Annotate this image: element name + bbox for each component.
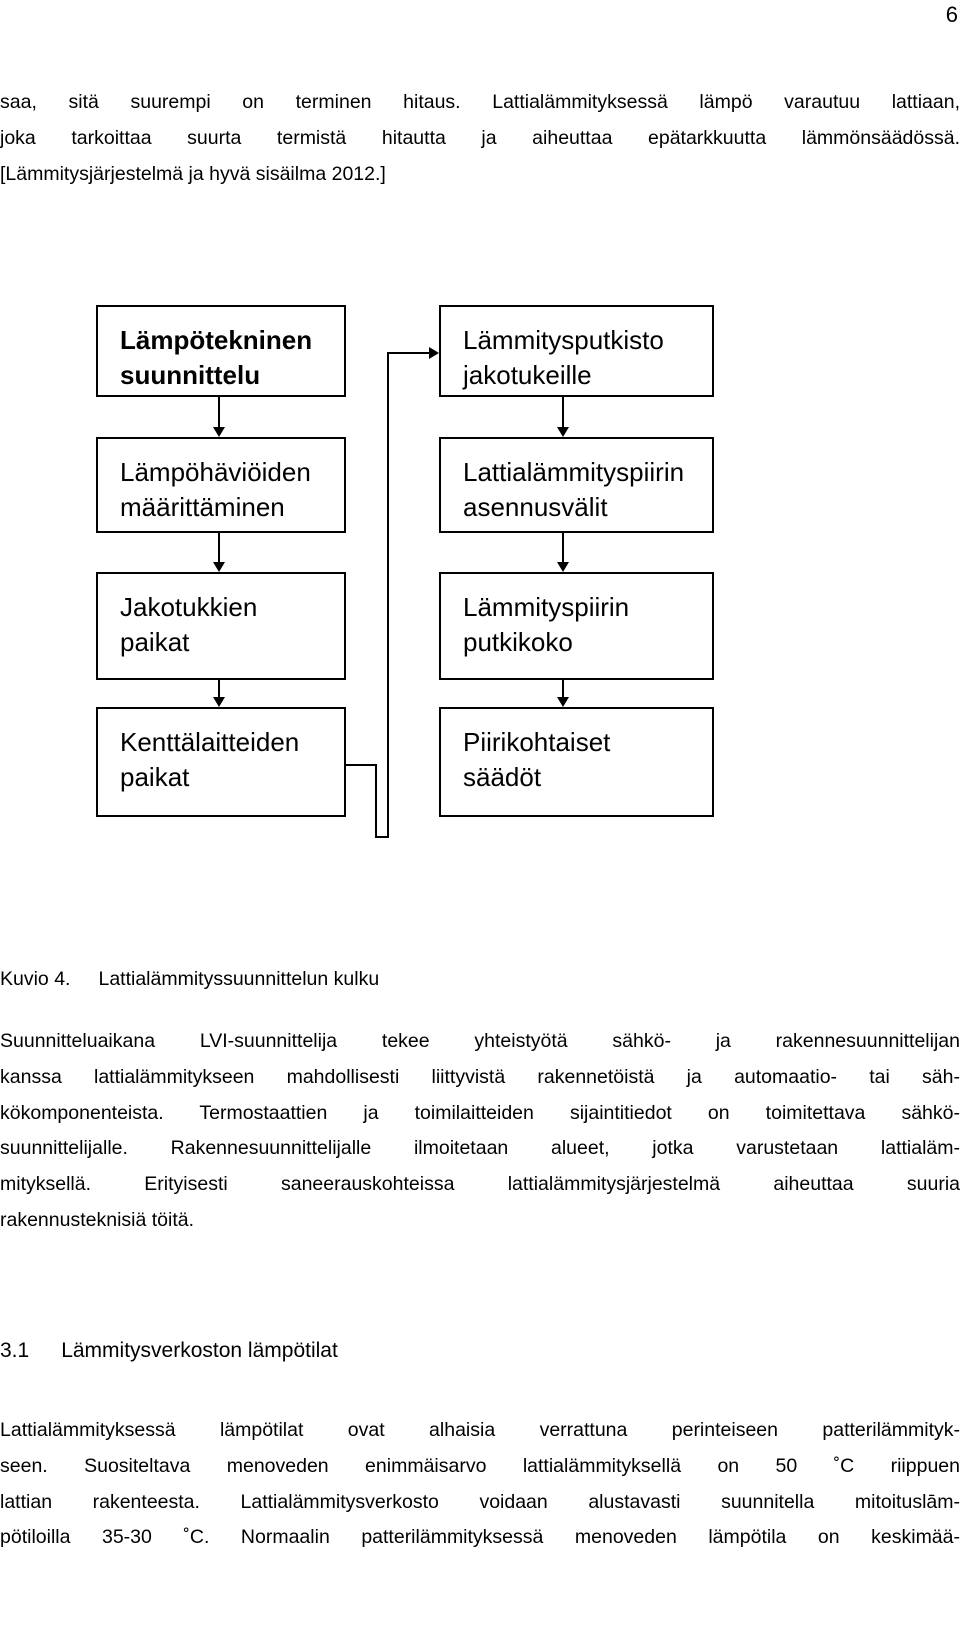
body-paragraph	[0, 1024, 960, 1239]
flow-box-heating-piping	[439, 305, 714, 397]
flow-box-line: asennusvälit	[463, 492, 608, 522]
flow-box-line: Lattialämmityspiirin	[463, 457, 685, 487]
text-line: [Lämmitysjärjestelmä ja hyvä sisäilma 2012.]	[0, 162, 386, 185]
flow-box-manifold-locations	[96, 572, 346, 680]
flow-box-heat-loss	[96, 437, 346, 533]
flow-box-line: Lämmitysputkisto	[463, 325, 664, 355]
section-number: 3.1	[0, 1339, 30, 1362]
text-line: Lattialämmityksessä lämpötilat ovat alhaisia verrattuna perinteiseen patterilämmityk-	[0, 1419, 960, 1441]
flow-box-line: paikat	[120, 627, 190, 657]
flow-box-line: säädöt	[463, 762, 542, 792]
flow-box-line: putkikoko	[463, 627, 573, 657]
section-heading	[0, 1339, 338, 1363]
intro-paragraph	[0, 85, 960, 192]
flow-box-line: Lämpötekninen	[120, 325, 313, 355]
text-line: seen. Suositeltava menoveden enimmäisarvo lattialämmityksellä on 50 ˚C riippuen	[0, 1454, 960, 1477]
flow-box-line: Piirikohtaiset	[463, 727, 611, 757]
text-line: mityksellä. Erityisesti saneerauskohteissa lattialämmitysjärjestelmä aiheuttaa suuria	[0, 1173, 960, 1196]
flow-box-line: Jakotukkien	[120, 592, 258, 622]
flow-box-line: Lämmityspiirin	[463, 592, 630, 622]
text-line: kanssa lattialämmitykseen mahdollisesti liittyvistä rakennetöistä ja automaatio- tai säh-	[0, 1065, 960, 1088]
section-paragraph	[0, 1413, 960, 1556]
text-line: saa, sitä suurempi on terminen hitaus. Lattialämmityksessä lämpö varautuu lattiaan,	[0, 91, 960, 113]
flow-box-field-device-locations	[96, 707, 346, 817]
flow-box-line: Lämpöhäviöiden	[120, 457, 311, 487]
flow-box-line: suunnittelu	[120, 360, 261, 390]
text-line: lattian rakenteesta. Lattialämmitysverkosto voidaan alustavasti suunnitella mitoituslām-	[0, 1490, 960, 1513]
flow-box-line: jakotukeille	[463, 360, 592, 390]
flow-box-pipe-size	[439, 572, 714, 680]
flow-box-circuit-spacing	[439, 437, 714, 533]
text-line: rakennusteknisiä töitä.	[0, 1208, 195, 1231]
caption-label: Kuvio 4.	[0, 968, 71, 990]
text-line: Suunnitteluaikana LVI-suunnittelija tekee yhteistyötä sähkö- ja rakennesuunnittelijan	[0, 1030, 960, 1052]
page-number: 6	[945, 2, 958, 27]
flow-box-thermal-design	[96, 305, 346, 397]
text-line: joka tarkoittaa suurta termistä hitautta ja aiheuttaa epätarkkuutta lämmönsäädössä.	[0, 126, 960, 149]
flow-box-line: paikat	[120, 762, 190, 792]
flowchart	[96, 305, 716, 840]
text-line: suunnittelijalle. Rakennesuunnittelijalle ilmoitetaan alueet, jotka varustetaan lattialäm-	[0, 1137, 960, 1160]
flow-box-line: määrittäminen	[120, 492, 285, 522]
flow-box-line: Kenttälaitteiden	[120, 727, 300, 757]
text-line: pötiloilla 35-30 ˚C. Normaalin patterilämmityksessä menoveden lämpötila on keskimää-	[0, 1526, 960, 1549]
text-line: kökomponenteista. Termostaattien ja toimilaitteiden sijaintitiedot on toimitettava sähkö-	[0, 1101, 960, 1124]
flow-box-circuit-adjustments	[439, 707, 714, 817]
caption-text: Lattialämmityssuunnittelun kulku	[98, 968, 380, 990]
section-title: Lämmitysverkoston lämpötilat	[61, 1339, 338, 1362]
figure-caption	[0, 968, 379, 991]
